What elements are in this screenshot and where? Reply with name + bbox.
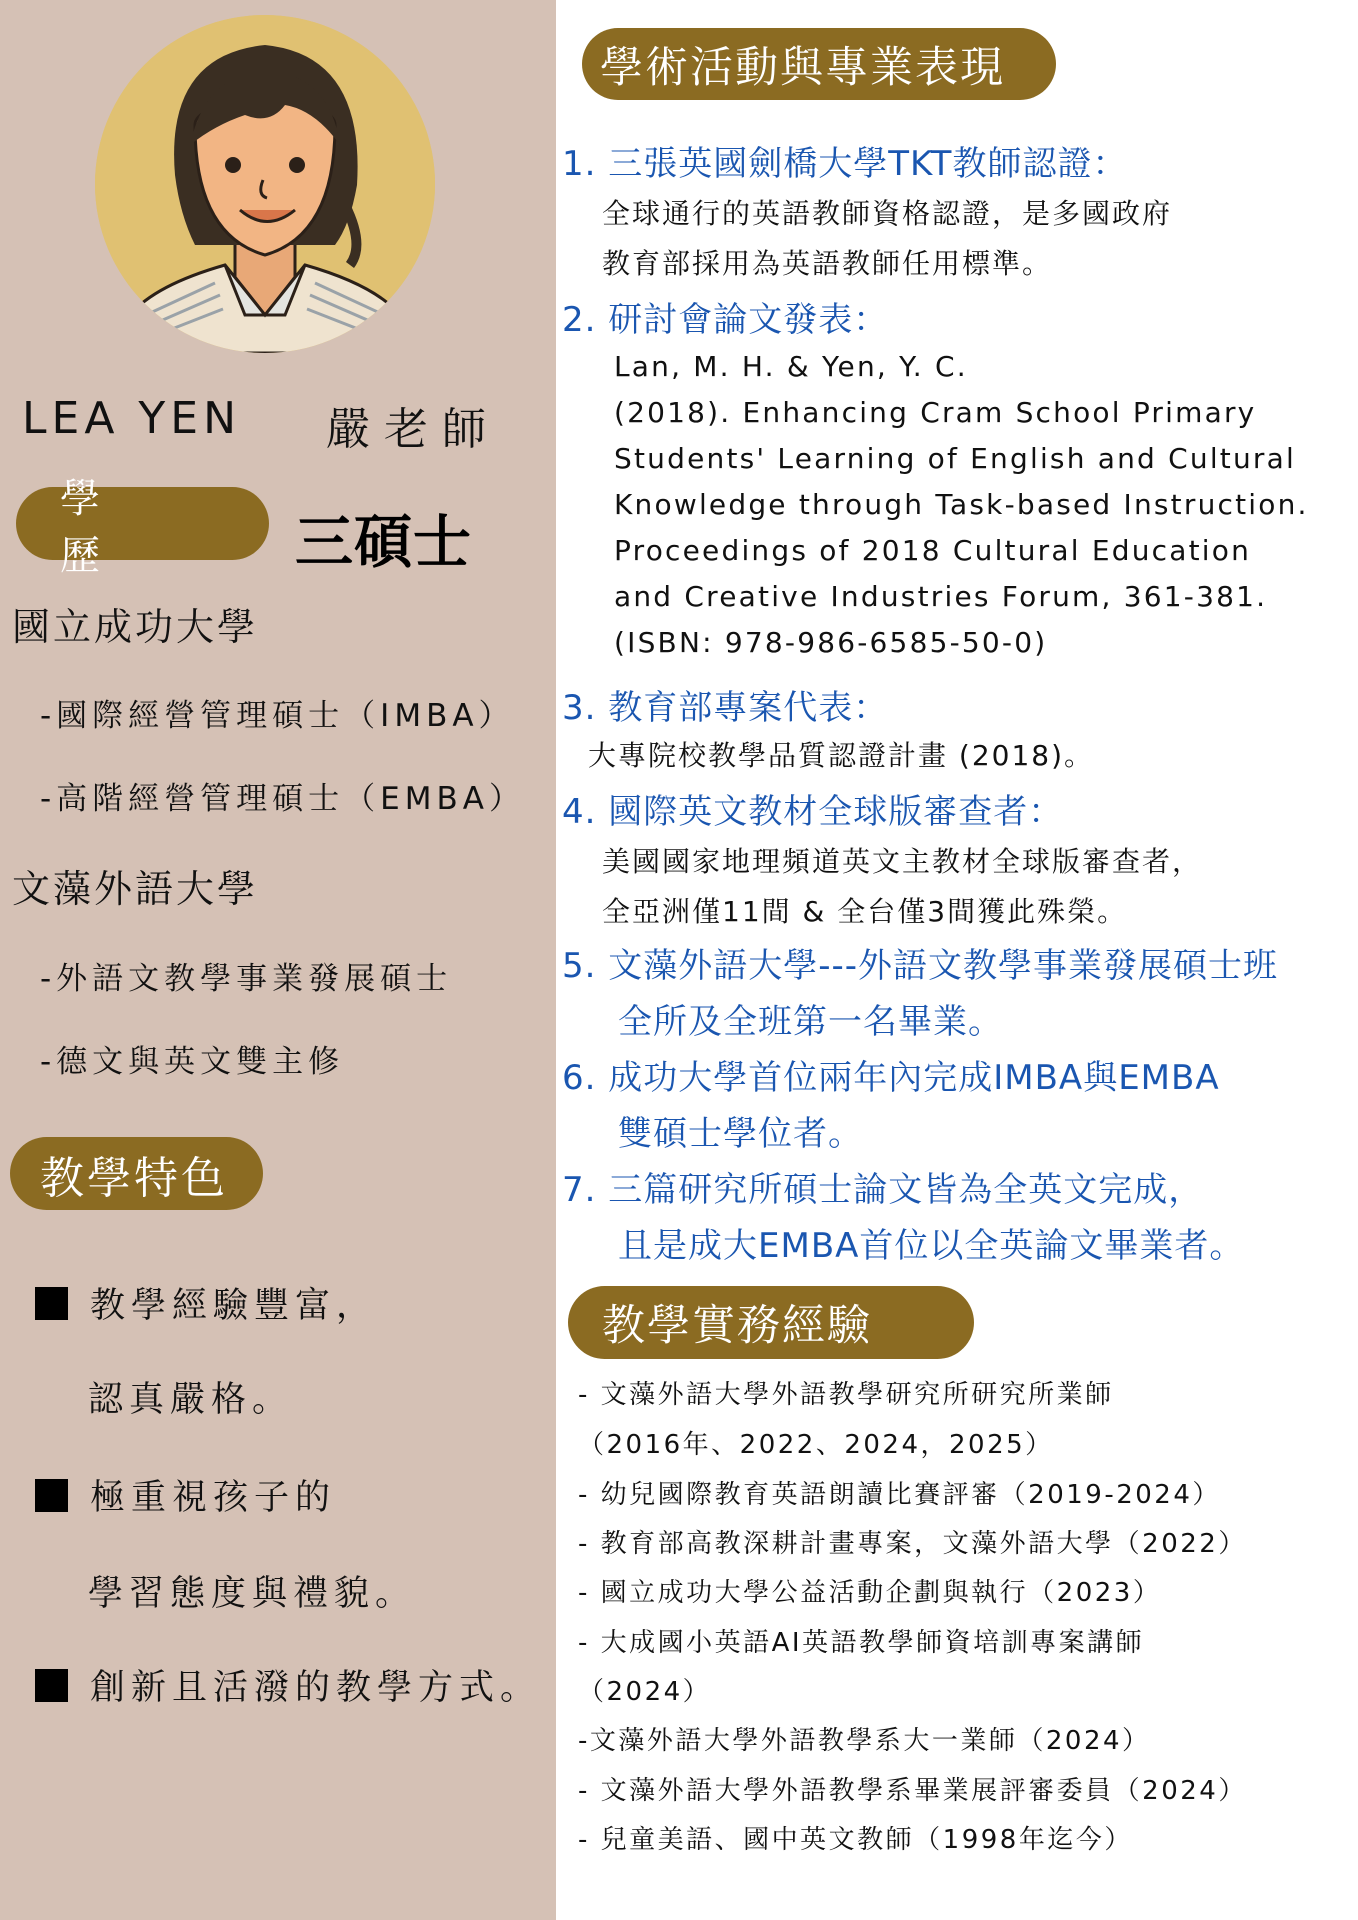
feature-text-continued: 學習態度與禮貌。 [88,1574,417,1614]
degree-item: -高階經營管理碩士（EMBA） [40,781,525,817]
feature-item [35,1660,541,1710]
experience-item: - 大成國小英語AI英語教學師資培訓專案講師 [578,1628,1145,1658]
academic-item-body: 教育部採用為英語教師任用標準。 [602,247,1053,280]
education-section-label: 學 歷 [16,487,269,560]
academic-item-heading: 4. 國際英文教材全球版審查者： [562,792,1064,832]
degree-count: 三碩士 [295,508,473,576]
feature-text: 創新且活潑的教學方式。 [90,1668,542,1708]
academic-section-label: 學術活動與專業表現 [582,28,1056,100]
feature-text: 極重視孩子的 [90,1478,337,1518]
square-bullet-icon [35,1479,68,1512]
degree-item: -外語文教學事業發展碩士 [40,961,453,997]
academic-item-heading: 6. 成功大學首位兩年內完成IMBA與EMBA [562,1058,1220,1098]
academic-item-body: 全球通行的英語教師資格認證，是多國政府 [602,197,1173,230]
experience-item: - 文藻外語大學外語教學系畢業展評審委員（2024） [578,1776,1247,1806]
school-name: 文藻外語大學 [12,867,259,911]
academic-item-heading: 3. 教育部專案代表： [562,688,889,728]
experience-item: - 兒童美語、國中英文教師（1998年迄今） [578,1825,1133,1855]
square-bullet-icon [35,1669,68,1702]
experience-item: - 文藻外語大學外語教學研究所研究所業師 [578,1380,1114,1410]
academic-item-heading: 5. 文藻外語大學---外語文教學事業發展碩士班 [562,946,1279,986]
academic-item-body: 美國國家地理頻道英文主教材全球版審查者， [602,845,1203,878]
degree-item: -國際經營管理碩士（IMBA） [40,698,515,734]
experience-item: - 教育部高教深耕計畫專案，文藻外語大學（2022） [578,1529,1247,1559]
teaching-features-section-label: 教學特色 [10,1137,263,1210]
academic-item-continued: 全所及全班第一名畢業。 [618,1002,1003,1042]
avatar-illustration-icon [95,15,435,353]
degree-item: -德文與英文雙主修 [40,1044,345,1080]
feature-item [35,1278,377,1328]
experience-item: - 國立成功大學公益活動企劃與執行（2023） [578,1578,1162,1608]
academic-item-body: 全亞洲僅11間 & 全台僅3間獲此殊榮。 [602,895,1128,928]
school-name: 國立成功大學 [12,605,259,649]
academic-item-body: 大專院校教學品質認證計畫 (2018)。 [588,739,1095,772]
citation-line: Students' Learning of English and Cultural [614,442,1296,475]
avatar [95,15,435,353]
square-bullet-icon [35,1287,68,1320]
academic-item-continued: 雙碩士學位者。 [618,1114,863,1154]
feature-text-continued: 認真嚴格。 [88,1380,294,1420]
citation-line: (ISBN: 978-986-6585-50-0) [614,626,1048,659]
experience-item: -文藻外語大學外語教學系大一業師（2024） [578,1726,1151,1756]
name-chinese: 嚴老師 [326,404,500,455]
experience-section-label: 教學實務經驗 [568,1286,974,1359]
citation-line: Proceedings of 2018 Cultural Education [614,534,1252,567]
citation-line: Knowledge through Task-based Instruction. [614,488,1309,521]
experience-item: （2024） [578,1677,712,1707]
academic-item-heading: 2. 研討會論文發表： [562,300,889,340]
citation-line: Lan, M. H. & Yen, Y. C. [614,350,968,383]
academic-item-heading: 7. 三篇研究所碩士論文皆為全英文完成， [562,1170,1204,1210]
citation-line: (2018). Enhancing Cram School Primary [614,396,1257,429]
name-english: LEA YEN [22,393,241,444]
experience-item: - 幼兒國際教育英語朗讀比賽評審（2019-2024） [578,1480,1221,1510]
feature-text: 教學經驗豐富， [90,1286,378,1326]
academic-item-heading: 1. 三張英國劍橋大學TKT教師認證： [562,144,1128,184]
citation-line: and Creative Industries Forum, 361-381. [614,580,1268,613]
academic-item-continued: 且是成大EMBA首位以全英論文畢業者。 [618,1226,1245,1266]
feature-item [35,1470,336,1520]
experience-item: （2016年、2022、2024，2025） [578,1430,1054,1460]
